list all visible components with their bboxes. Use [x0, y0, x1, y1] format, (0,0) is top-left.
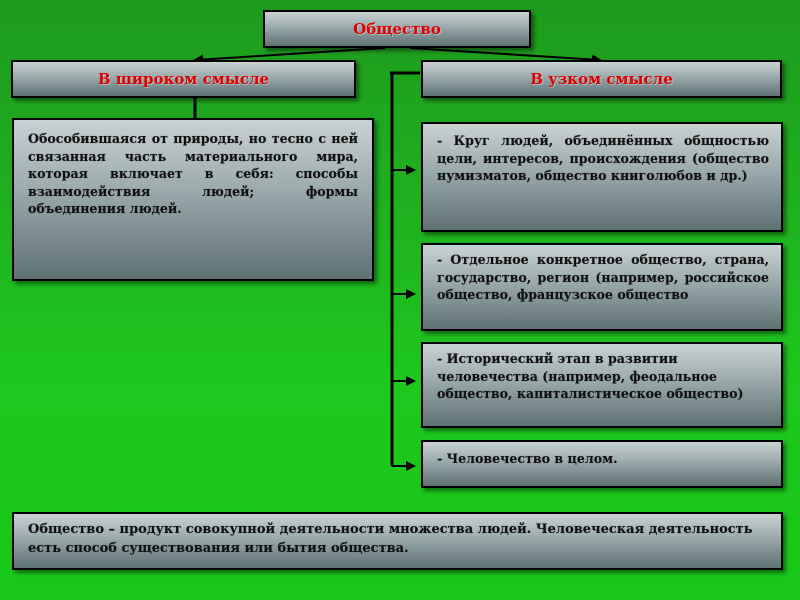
narrow-meaning-label: В узком смысле — [530, 70, 673, 88]
wide-meaning-node — [11, 60, 356, 98]
root-node — [263, 10, 531, 48]
narrow-item-4 — [421, 440, 783, 488]
arrow-root-to-narrow — [410, 48, 600, 60]
narrow-item-text: - Исторический этап в развитии человечества (например, феодальное общество, капиталистическое общество) — [437, 351, 744, 401]
footer-summary — [12, 512, 783, 570]
footer-text: Общество – продукт совокупной деятельности множества людей. Человеческая деятельность есть способ существования или бытия общества. — [28, 522, 753, 556]
narrow-item-text: - Отдельное конкретное общество, страна, государство, регион (например, российское общество, французское общество — [437, 252, 769, 302]
arrow-root-to-wide — [195, 48, 385, 60]
narrow-item-1 — [421, 122, 783, 232]
narrow-meaning-node — [421, 60, 782, 98]
root-label: Общество — [353, 20, 441, 38]
narrow-item-2 — [421, 243, 783, 331]
narrow-item-text: - Круг людей, объединённых общностью цели, интересов, происхождения (общество нумизматов, общество книголюбов и др.) — [437, 133, 769, 183]
wide-meaning-description — [12, 118, 374, 281]
wide-meaning-label: В широком смысле — [97, 70, 270, 88]
wide-description-text: Обособившаяся от природы, но тесно с ней связанная часть материального мира, которая включает в себя: способы взаимодействия людей; формы объединения людей. — [28, 131, 358, 216]
narrow-item-3 — [421, 342, 783, 428]
narrow-item-text: - Человечество в целом. — [437, 451, 618, 466]
